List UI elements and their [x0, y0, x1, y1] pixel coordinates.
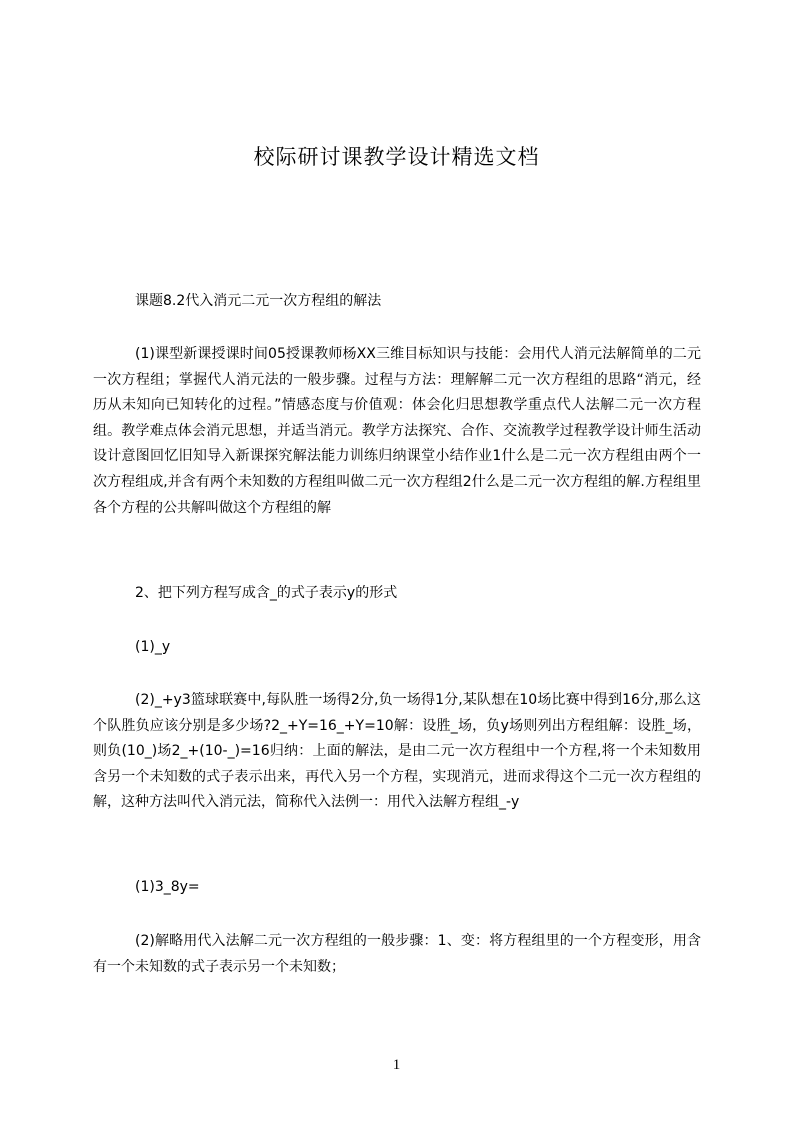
lesson-overview-paragraph: (1)课型新课授课时间05授课教师杨XX三维目标知识与技能：会用代人消元法解简单的二元一次方程组；掌握代人消元法的一般步骤。过程与方法：理解解二元一次方程组的思路“消元，经历从未知向已知转化的过程。”情感态度与价值观：体会化归思想教学重点代人法解二元一次方程组。教学难点体会消元思想，并适当消元。教学方法探究、合作、交流教学过程教学设计师生活动设计意图回忆旧知导入新课探究解法能力训练归纳课堂小结作业1什么是二元一次方程组由两个一次方程组成,并含有两个未知数的方程组叫做二元一次方程组2什么是二元一次方程组的解.方程组里各个方程的公共解叫做这个方程组的解 [93, 346, 701, 516]
method-steps-paragraph: (2)解略用代入法解二元一次方程组的一般步骤：1、变：将方程组里的一个方程变形，用含有一个未知数的式子表示另一个未知数； [93, 933, 701, 975]
page-number: 1 [392, 1057, 401, 1073]
basketball-problem-paragraph: (2)_+y3篮球联赛中,每队胜一场得2分,负一场得1分,某队想在10场比赛中得到16分,那么这个队胜负应该分别是多少场?2_+Y=16_+Y=10解：设胜_场，负y场则列出方程组解：设胜_场，则负(10_)场2_+(10-_)=16归纳：上面的解法，是由二元一次方程组中一个方程,将一个未知数用含另一个未知数的式子表示出来，再代入另一个方程，实现消元，进而求得这个二元一次方程组的解，这种方法叫代入消元法，简称代入法例一：用代入法解方程组_-y [93, 692, 701, 811]
exercise-item-1-paragraph: (1)_y [135, 639, 171, 655]
document-title: 校际研讨课教学设计精选文档 [253, 145, 540, 169]
exercise-instruction-paragraph: 2、把下列方程写成含_的式子表示y的形式 [135, 585, 398, 601]
lesson-topic-paragraph: 课题8.2代入消元二元一次方程组的解法 [135, 293, 382, 309]
example-equation-paragraph: (1)3_8y= [135, 879, 200, 895]
